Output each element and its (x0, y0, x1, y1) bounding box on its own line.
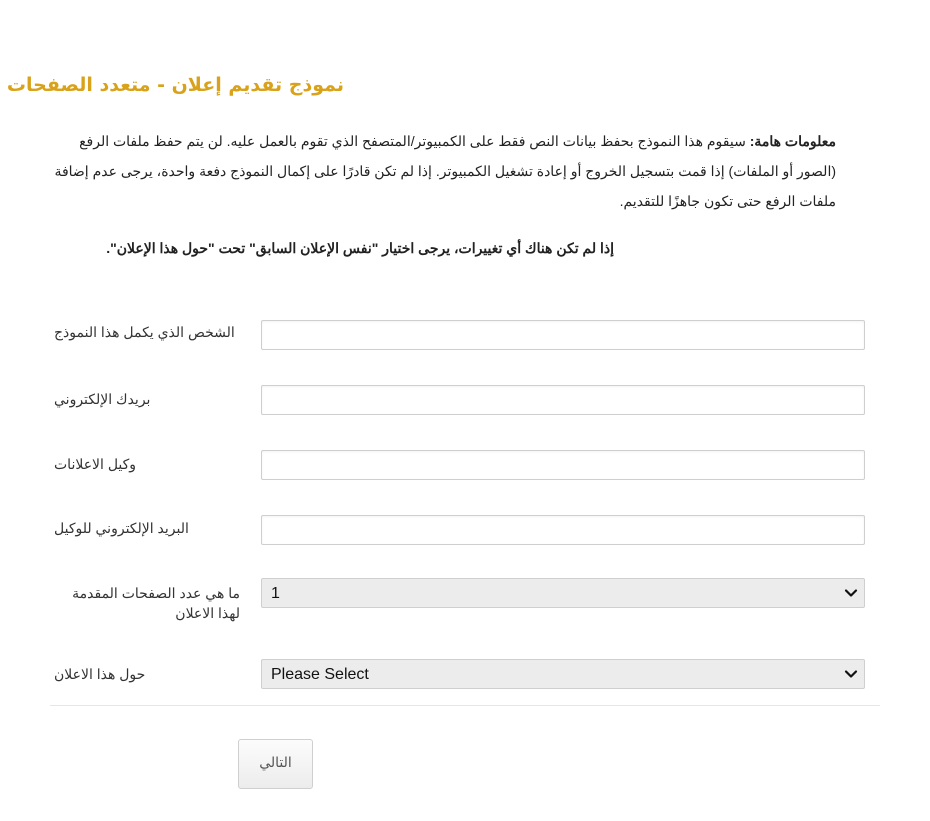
your-email-label-text: بريدك الإلكتروني (54, 391, 151, 407)
form-title: نموذج تقديم إعلان - متعدد الصفحات (6, 74, 344, 96)
ad-agent-input[interactable] (261, 450, 865, 480)
page-count-label-text: ما هي عدد الصفحات المقدمة لهذا الاعلان (72, 585, 240, 621)
ad-agent-label (54, 454, 240, 474)
your-email-label (54, 389, 240, 409)
important-info-body: سيقوم هذا النموذج بحفظ بيانات النص فقط على الكمبيوتر/المتصفح الذي تقوم بالعمل عليه. لن يتم حفظ ملفات الرفع (الصور أو الملفات) إذا قمت بتسجيل الخروج أو إعادة تشغيل الكمبيوتر. إذا لم تكن قادرًا على إكمال النموذج دفعة واحدة، يرجى عدم إضافة ملفات الرفع حتى تكون جاهزًا للتقديم. (54, 133, 836, 209)
person-completing-label-text: الشخص الذي يكمل هذا النموذج (54, 324, 235, 340)
ad-agent-label-text: وكيل الاعلانات (54, 456, 137, 472)
chevron-down-icon (844, 667, 858, 681)
agent-email-label-text: البريد الإلكتروني للوكيل (54, 520, 189, 536)
about-ad-label-text: حول هذا الاعلان (54, 666, 146, 682)
person-completing-input[interactable] (261, 320, 865, 350)
your-email-input[interactable] (261, 385, 865, 415)
agent-email-label (54, 518, 240, 538)
person-completing-label (54, 322, 240, 342)
agent-email-input[interactable] (261, 515, 865, 545)
no-changes-note: إذا لم تكن هناك أي تغييرات، يرجى اختيار "نفس الإعلان السابق" تحت "حول هذا الإعلان". (106, 240, 614, 256)
page-count-selected-value: 1 (271, 585, 280, 602)
form-divider (50, 705, 880, 706)
about-ad-label (54, 664, 240, 684)
important-info-paragraph (52, 126, 836, 216)
important-info-lead: معلومات هامة: (749, 133, 836, 149)
chevron-down-icon (844, 586, 858, 600)
about-ad-selected-value: Please Select (271, 666, 369, 683)
next-button[interactable]: التالي (238, 739, 313, 789)
page-count-label (54, 583, 240, 623)
page-count-select[interactable] (261, 578, 865, 608)
about-ad-select[interactable] (261, 659, 865, 689)
